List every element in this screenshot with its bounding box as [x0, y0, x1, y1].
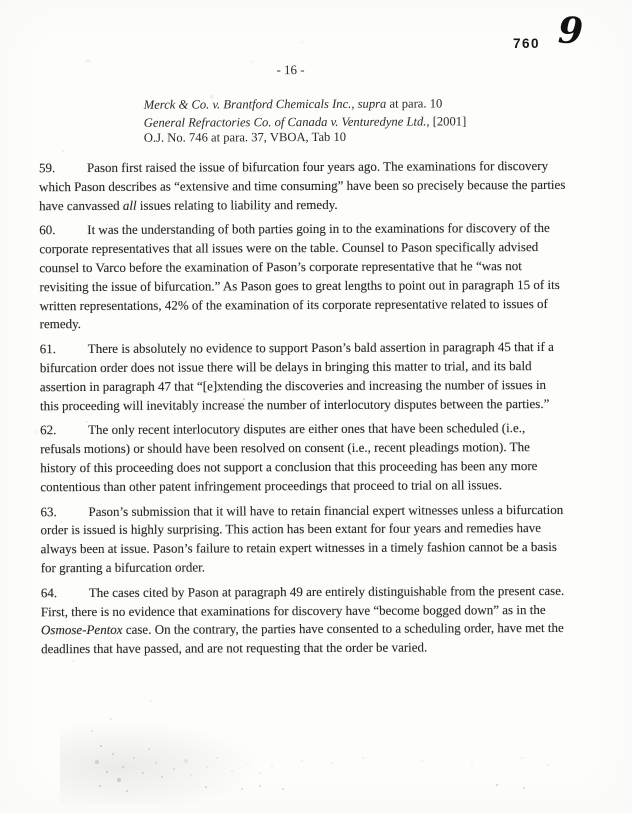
citations-block [144, 96, 574, 149]
citation-merck [144, 96, 574, 113]
citation-general-refractories-case-name: General Refractories Co. of Canada v. Venturedyne Ltd., [143, 114, 430, 130]
paragraph-60-number: 60. [39, 222, 56, 238]
citation-general-refractories [144, 114, 574, 146]
page-number-label: - 16 - [276, 62, 305, 78]
paragraph-59-text-end: issues relating to liability and remedy. [136, 196, 338, 213]
paragraph-63 [40, 500, 568, 577]
submission-paragraphs [39, 157, 569, 665]
citation-merck-case-name: Merck & Co. v. Brantford Chemicals Inc., supra [143, 96, 387, 112]
citation-merck-pinpoint: at para. 10 [386, 96, 443, 111]
paragraph-64-text-end: case. On the contrary, the parties have consented to a scheduling order, have met the deadlines that have passed, and are not requesting that the order be varied. [41, 620, 564, 657]
paragraph-59-number: 59. [38, 160, 56, 176]
paragraph-60-text: It was the understanding of both parties going in to the examinations for discovery of the corporate representatives that all issues were on the table. Counsel to Pason specifically advised counsel to Varco before the examination of Pason’s corporate representative that he “was not revisiting the issue of bifurcation.” As Pason goes to great lengths to point out in paragraph 15 of its written representations, 42% of the examination of its corporate representative related to issues of remedy. [39, 220, 560, 332]
handwritten-tab-number: 9 [557, 9, 584, 53]
paragraph-61-number: 61. [39, 341, 57, 357]
paragraph-62 [40, 419, 568, 496]
paragraph-60 [39, 219, 567, 334]
paragraph-61-text: There is absolutely no evidence to support Pason’s bald assertion in paragraph 45 that if a bifurcation order does not issue there will be delays in bringing this matter to trial, and its bald assertion in paragraph 47 that “[e]xtending the discoveries and increasing the number of issues in this proceeding will inevitably increase the number of interlocutory disputes between the parties.” [39, 339, 554, 413]
paragraph-64-number: 64. [40, 584, 58, 600]
paragraph-63-number: 63. [40, 503, 57, 519]
paragraph-59 [39, 157, 567, 216]
paragraph-62-text: The only recent interlocutory disputes are either ones that have been scheduled (i.e., refusals motions) or should have been resolved on consent (i.e., recent pleadings motion). The history of this proceeding does not support a conclusion that this proceeding has been any more contentious than other patent infringement proceedings that proceed to trial on all issues. [40, 420, 538, 494]
stamped-page-number: 760 [513, 36, 541, 51]
citation-general-refractories-year: [2001] [429, 114, 467, 129]
paragraph-59-italic-word: all [122, 197, 137, 213]
paragraph-64-text: The cases cited by Pason at paragraph 49 are entirely distinguishable from the present case. First, there is no evidence that examinations for discovery have “become bogged down” as in the [40, 582, 565, 619]
paragraph-59-text: Pason first raised the issue of bifurcation four years ago. The examinations for discovery which Pason describes as “extensive and time consuming” have been so precisely because the parties have canvassed [39, 157, 566, 213]
paragraph-62-number: 62. [40, 422, 57, 438]
citation-general-refractories-line2: O.J. No. 746 at para. 37, VBOA, Tab 10 [143, 129, 347, 145]
paragraph-64-italic-case: Osmose-Pentox [40, 622, 123, 638]
paragraph-64 [41, 582, 569, 659]
paragraph-63-text: Pason’s submission that it will have to retain financial expert witnesses unless a bifurcation order is issued is highly surprising. This action has been extant for four years and remedies have always been at issue. Pason’s failure to retain expert witnesses in a timely fashion cannot be a basis for granting a bifurcation order. [40, 501, 564, 576]
paragraph-61 [40, 338, 568, 415]
